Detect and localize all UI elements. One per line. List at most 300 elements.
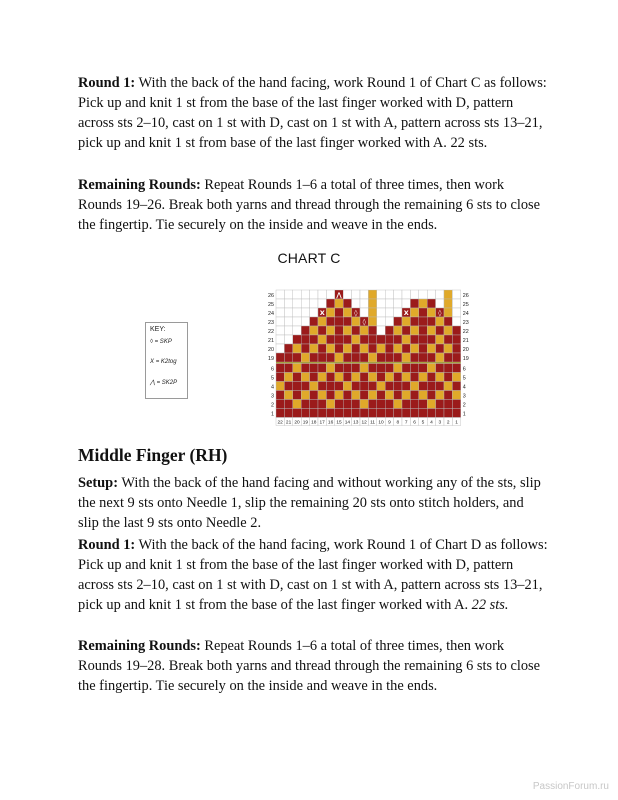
chart-cell [436, 317, 444, 326]
chart-cell [452, 335, 460, 344]
chart-cell [419, 299, 427, 308]
chart-cell [360, 409, 368, 418]
chart-cell [360, 382, 368, 391]
chart-cell [284, 400, 292, 409]
chart-cell [394, 290, 402, 299]
chart-cell [318, 290, 326, 299]
chart-cell [318, 382, 326, 391]
row-label-left: 25 [268, 301, 274, 308]
chart-cell [394, 409, 402, 418]
chart-cell [293, 335, 301, 344]
remaining-rounds-d-text: Repeat Rounds 1–6 a total of three times, then work Rounds 19–28. Break both yarns and thread through the remaining 6 sts to close the fingertip. Tie securely on the inside and weave in the ends. [78, 638, 541, 694]
chart-cell [368, 353, 376, 362]
chart-cell [310, 344, 318, 353]
remaining-rounds-c-paragraph [78, 175, 548, 235]
chart-cell [360, 299, 368, 308]
stitch-label: 3 [438, 420, 442, 426]
chart-cell [335, 391, 343, 400]
chart-cell [444, 344, 452, 353]
chart-cell [343, 364, 351, 373]
setup-text: With the back of the hand facing and without working any of the sts, slip the next 9 sts onto Needle 1, slip the remaining 20 sts onto stitch holders, and slip the last 9 sts onto Needle 2. [78, 475, 541, 531]
chart-cell [427, 317, 435, 326]
chart-cell [293, 409, 301, 418]
chart-cell [335, 308, 343, 317]
chart-cell [377, 382, 385, 391]
stitch-label: 20 [294, 420, 300, 426]
stitch-label: 4 [430, 420, 433, 426]
round1-text: With the back of the hand facing, work Round 1 of Chart C as follows: Pick up and knit 1 st from the base of the last finger worked with D, pattern across sts 2–10, cast on 1 st with D, cast on 1 st with A, pattern across sts 13–21, pick up and knit 1 st from base of the last finger worked with A. 22 sts. [78, 75, 547, 151]
key-meaning-sk2p: = SK2P [156, 380, 178, 386]
stitch-label: 9 [388, 420, 391, 426]
chart-cell [444, 326, 452, 335]
chart-cell [394, 344, 402, 353]
chart-cell [326, 335, 334, 344]
decrease-symbol-icon: ⋀ [336, 291, 342, 299]
chart-cell [352, 326, 360, 335]
chart-cell [427, 308, 435, 317]
remaining-rounds-d-label: Remaining Rounds: [78, 638, 201, 654]
chart-cell [402, 344, 410, 353]
chart-cell [326, 353, 334, 362]
chart-cell [452, 344, 460, 353]
chart-cell [377, 373, 385, 382]
chart-cell [310, 326, 318, 335]
chart-cell [326, 290, 334, 299]
chart-cell [276, 382, 284, 391]
chart-cell [436, 400, 444, 409]
chart-cell [436, 344, 444, 353]
chart-cell [436, 353, 444, 362]
decrease-symbol-icon: X [403, 309, 409, 317]
chart-cell [410, 335, 418, 344]
chart-cell [427, 299, 435, 308]
chart-cell [385, 382, 393, 391]
chart-cell [402, 326, 410, 335]
chart-cell [360, 391, 368, 400]
chart-cell [301, 382, 309, 391]
stitch-label: 11 [370, 420, 376, 426]
chart-cell [343, 299, 351, 308]
stitch-label: 13 [353, 420, 359, 426]
stitch-label: 5 [421, 420, 425, 426]
chart-cell [343, 409, 351, 418]
chart-cell [385, 409, 393, 418]
chart-cell [301, 326, 309, 335]
chart-cell [452, 326, 460, 335]
chart-cell [410, 373, 418, 382]
row-label-left: 23 [268, 319, 274, 326]
chart-cell [318, 364, 326, 373]
chart-cell [402, 373, 410, 382]
remaining-rounds-label: Remaining Rounds: [78, 177, 201, 193]
chart-cell [335, 373, 343, 382]
chart-cell [419, 290, 427, 299]
key-meaning-k2tog: = K2tog [155, 359, 177, 365]
chart-cell [293, 353, 301, 362]
chart-cell [352, 364, 360, 373]
chart-cell [444, 353, 452, 362]
chart-cell [326, 373, 334, 382]
chart-cell [293, 364, 301, 373]
chart-cell [293, 299, 301, 308]
chart-cell [276, 400, 284, 409]
setup-paragraph [78, 473, 548, 533]
chart-cell [385, 290, 393, 299]
chart-cell [301, 299, 309, 308]
chart-cell [318, 326, 326, 335]
chart-cell [410, 308, 418, 317]
chart-cell [310, 364, 318, 373]
chart-cell [310, 400, 318, 409]
chart-cell [402, 382, 410, 391]
chart-cell [335, 344, 343, 353]
chart-cell [410, 353, 418, 362]
chart-cell [402, 317, 410, 326]
chart-cell [385, 364, 393, 373]
row-label-right: 22 [462, 328, 469, 335]
stitch-label: 14 [344, 420, 351, 426]
chart-cell [410, 382, 418, 391]
row-label-right: 5 [462, 375, 466, 382]
chart-cell [284, 382, 292, 391]
chart-cell [293, 290, 301, 299]
chart-cell [385, 326, 393, 335]
chart-cell [318, 409, 326, 418]
row-label-left: 3 [271, 393, 274, 400]
key-meaning-skp: = SKP [154, 339, 172, 345]
chart-cell [377, 409, 385, 418]
chart-cell [284, 409, 292, 418]
round1-chart-c-paragraph [78, 73, 548, 153]
chart-cell [402, 290, 410, 299]
chart-cell [293, 308, 301, 317]
chart-cell [419, 364, 427, 373]
chart-cell [452, 299, 460, 308]
chart-cell [419, 353, 427, 362]
row-label-right: 2 [462, 402, 466, 409]
chart-cell [326, 391, 334, 400]
chart-cell [352, 382, 360, 391]
chart-cell [394, 373, 402, 382]
chart-cell [410, 391, 418, 400]
chart-cell [377, 400, 385, 409]
row-label-right: 6 [462, 366, 466, 373]
chart-cell [335, 353, 343, 362]
chart-cell [310, 373, 318, 382]
chart-cell [276, 409, 284, 418]
diamond-icon: ◊ [150, 339, 153, 345]
chart-cell [284, 317, 292, 326]
decrease-symbol-icon: ◊ [438, 309, 442, 317]
chart-cell [436, 299, 444, 308]
decrease-symbol-icon: ◊ [354, 309, 358, 317]
chart-cell [293, 400, 301, 409]
chart-cell [368, 391, 376, 400]
chart-cell [444, 317, 452, 326]
chart-cell [377, 344, 385, 353]
chart-cell [368, 290, 376, 299]
chart-cell [352, 373, 360, 382]
stitch-label: 6 [413, 420, 416, 426]
chart-cell [318, 299, 326, 308]
chart-cell [276, 299, 284, 308]
chart-cell [310, 353, 318, 362]
chart-cell [360, 308, 368, 317]
chart-cell [335, 382, 343, 391]
chart-cell [419, 391, 427, 400]
chart-cell [335, 326, 343, 335]
row-label-left: 6 [271, 366, 274, 373]
row-label-left: 22 [268, 328, 274, 335]
chart-cell [394, 391, 402, 400]
chart-cell [452, 373, 460, 382]
chart-cell [301, 409, 309, 418]
chart-cell [419, 400, 427, 409]
chart-cell [385, 400, 393, 409]
chart-cell [318, 344, 326, 353]
chart-cell [310, 409, 318, 418]
chart-cell [444, 373, 452, 382]
row-label-right: 20 [462, 346, 469, 353]
chart-cell [360, 400, 368, 409]
row-label-right: 26 [462, 292, 469, 299]
chart-cell [352, 335, 360, 344]
chart-cell [436, 335, 444, 344]
stitch-label: 7 [404, 420, 408, 426]
chart-cell [326, 400, 334, 409]
chart-cell [452, 353, 460, 362]
chart-cell [335, 299, 343, 308]
chart-cell [360, 373, 368, 382]
chart-cell [419, 308, 427, 317]
chart-cell [276, 353, 284, 362]
remaining-rounds-text: Repeat Rounds 1–6 a total of three times, then work Rounds 19–26. Break both yarns and thread through the remaining 6 sts to close the fingertip. Tie securely on the inside and weave in the ends. [78, 177, 541, 233]
chart-cell [352, 400, 360, 409]
chart-cell [394, 364, 402, 373]
stitch-label: 10 [378, 420, 384, 426]
round1-d-label: Round 1: [78, 537, 136, 553]
chart-cell [436, 364, 444, 373]
decrease-symbol-icon: X [302, 318, 308, 326]
chart-cell [377, 308, 385, 317]
remaining-rounds-d-paragraph [78, 636, 548, 696]
chart-cell [402, 364, 410, 373]
chart-cell [284, 335, 292, 344]
row-label-right: 1 [462, 411, 466, 418]
chart-cell [452, 409, 460, 418]
chart-cell [427, 335, 435, 344]
chart-cell [293, 326, 301, 335]
chart-cell [343, 317, 351, 326]
row-label-right: 24 [462, 310, 469, 317]
chart-cell [276, 335, 284, 344]
chart-cell [284, 391, 292, 400]
chart-cell [444, 382, 452, 391]
chart-cell [419, 335, 427, 344]
chart-cell [360, 290, 368, 299]
chart-cell [394, 308, 402, 317]
chart-c-grid [264, 288, 474, 426]
chart-cell [368, 400, 376, 409]
stitch-label: 21 [285, 420, 292, 426]
chart-cell [368, 326, 376, 335]
stitch-label: 22 [277, 420, 283, 426]
chart-cell [301, 308, 309, 317]
chart-cell [419, 344, 427, 353]
chart-cell [444, 290, 452, 299]
chart-cell [318, 391, 326, 400]
row-label-right: 4 [462, 384, 466, 391]
chart-cell [326, 382, 334, 391]
chart-cell [276, 344, 284, 353]
row-label-right: 19 [462, 355, 469, 362]
chart-cell [385, 335, 393, 344]
row-label-left: 4 [271, 384, 274, 391]
chart-cell [444, 335, 452, 344]
chart-cell [318, 400, 326, 409]
chart-cell [452, 290, 460, 299]
caret-icon: ⋀ [150, 380, 155, 386]
row-label-left: 1 [271, 411, 274, 418]
chart-cell [452, 317, 460, 326]
chart-cell [310, 317, 318, 326]
stitch-label: 16 [327, 420, 334, 426]
chart-key [145, 322, 188, 399]
chart-cell [402, 299, 410, 308]
chart-cell [444, 409, 452, 418]
stitch-label: 1 [455, 420, 458, 426]
chart-cell [310, 382, 318, 391]
chart-cell [343, 400, 351, 409]
chart-cell [394, 299, 402, 308]
chart-cell [335, 335, 343, 344]
chart-cell [276, 290, 284, 299]
row-label-left: 26 [268, 292, 274, 299]
chart-cell [284, 299, 292, 308]
chart-cell [293, 344, 301, 353]
chart-cell [284, 373, 292, 382]
chart-cell [368, 373, 376, 382]
chart-cell [377, 290, 385, 299]
chart-cell [436, 290, 444, 299]
chart-cell [368, 317, 376, 326]
chart-cell [360, 353, 368, 362]
chart-cell [352, 317, 360, 326]
chart-cell [360, 344, 368, 353]
key-item-k2tog [150, 358, 177, 366]
chart-cell [284, 290, 292, 299]
chart-cell [352, 290, 360, 299]
chart-cell [343, 373, 351, 382]
chart-cell [276, 317, 284, 326]
chart-cell [326, 409, 334, 418]
chart-cell [436, 391, 444, 400]
chart-cell [377, 335, 385, 344]
chart-cell [360, 364, 368, 373]
chart-cell [310, 335, 318, 344]
chart-cell [385, 317, 393, 326]
chart-cell [310, 391, 318, 400]
chart-cell [377, 299, 385, 308]
chart-cell [402, 391, 410, 400]
chart-cell [301, 344, 309, 353]
chart-cell [343, 290, 351, 299]
chart-cell [452, 308, 460, 317]
chart-cell [284, 326, 292, 335]
chart-cell [394, 400, 402, 409]
chart-cell [385, 308, 393, 317]
chart-cell [284, 353, 292, 362]
chart-cell [276, 308, 284, 317]
chart-cell [419, 317, 427, 326]
chart-cell [452, 364, 460, 373]
decrease-symbol-icon: X [319, 309, 325, 317]
chart-cell [301, 391, 309, 400]
chart-cell [276, 326, 284, 335]
stitch-label: 19 [302, 420, 309, 426]
chart-cell [436, 373, 444, 382]
row-label-right: 3 [462, 393, 466, 400]
chart-cell [452, 391, 460, 400]
chart-cell [410, 364, 418, 373]
chart-cell [368, 308, 376, 317]
chart-cell [368, 344, 376, 353]
chart-cell [293, 317, 301, 326]
chart-cell [318, 317, 326, 326]
row-label-left: 2 [271, 402, 274, 409]
round1-d-stitch-count: 22 sts. [471, 597, 509, 613]
chart-cell [419, 373, 427, 382]
chart-cell [394, 326, 402, 335]
chart-cell [452, 400, 460, 409]
round1-chart-d-paragraph [78, 535, 548, 615]
chart-cell [335, 400, 343, 409]
chart-cell [427, 409, 435, 418]
chart-cell [377, 317, 385, 326]
chart-cell [436, 382, 444, 391]
row-label-left: 19 [268, 355, 274, 362]
round1-label: Round 1: [78, 75, 136, 91]
chart-cell [293, 373, 301, 382]
chart-cell [360, 335, 368, 344]
chart-cell [394, 335, 402, 344]
chart-cell [301, 353, 309, 362]
chart-cell [326, 326, 334, 335]
chart-cell [318, 335, 326, 344]
chart-cell [276, 391, 284, 400]
chart-cell [352, 353, 360, 362]
chart-cell [427, 364, 435, 373]
chart-cell [335, 409, 343, 418]
setup-label: Setup: [78, 475, 118, 491]
chart-cell [368, 382, 376, 391]
chart-cell [402, 409, 410, 418]
chart-c-title: CHART C [277, 250, 341, 266]
row-label-right: 23 [462, 319, 469, 326]
chart-cell [402, 400, 410, 409]
chart-cell [427, 373, 435, 382]
chart-cell [444, 364, 452, 373]
chart-cell [301, 364, 309, 373]
chart-cell [318, 373, 326, 382]
round1-d-text: With the back of the hand facing, work Round 1 of Chart D as follows: Pick up and knit 1 st from the base of the last finger worked with D, pattern across sts 2–10, cast on 1 st with D, cast on 1 st with A, pattern across sts 13–21, pick up and knit 1 st from the base of the last finger worked with A. [78, 537, 548, 613]
chart-cell [301, 373, 309, 382]
chart-cell [284, 308, 292, 317]
chart-cell [318, 353, 326, 362]
chart-cell [419, 382, 427, 391]
row-label-left: 5 [271, 375, 274, 382]
chart-cell [293, 391, 301, 400]
